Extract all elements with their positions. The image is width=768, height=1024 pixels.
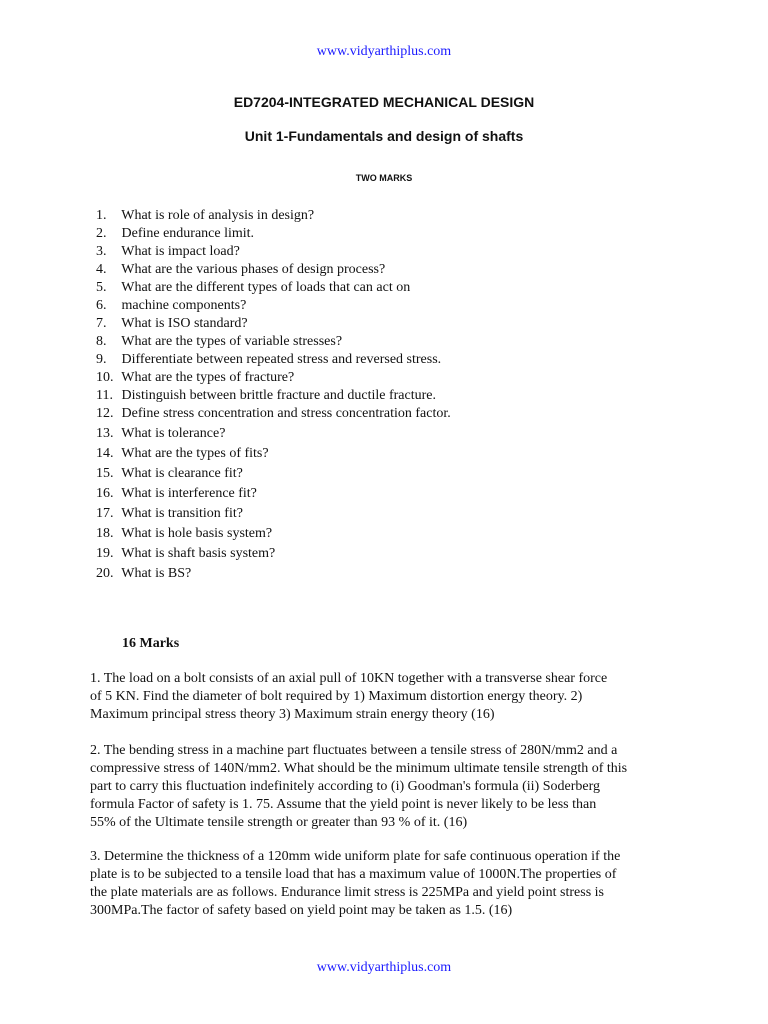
header-link[interactable]: www.vidyarthiplus.com [316, 44, 452, 59]
item-text: What is tolerance? [121, 426, 226, 441]
item-number: 11. [96, 388, 113, 403]
list-item [96, 351, 451, 369]
list-item [96, 387, 451, 405]
question-line: the plate materials are as follows. Endurance limit stress is 225MPa and yield point stress is [90, 885, 605, 900]
question-line: 3. Determine the thickness of a 120mm wide uniform plate for safe continuous operation if the [90, 849, 621, 864]
item-number: 15. [96, 466, 114, 481]
unit-subtitle: Unit 1-Fundamentals and design of shafts [244, 128, 524, 144]
item-text: Define stress concentration and stress concentration factor. [121, 406, 451, 421]
item-number: 13. [96, 426, 114, 441]
list-item [96, 243, 451, 261]
item-text: What is shaft basis system? [121, 546, 276, 561]
item-text: What is interference fit? [121, 486, 257, 501]
list-item [96, 333, 451, 351]
list-item [96, 443, 451, 463]
list-item [96, 405, 451, 423]
question-line: formula Factor of safety is 1. 75. Assume that the yield point is never likely to be less than [90, 797, 597, 812]
question-line: Maximum principal stress theory 3) Maximum strain energy theory (16) [90, 707, 495, 722]
item-number: 9. [96, 352, 107, 367]
item-number: 5. [96, 280, 107, 295]
list-item [96, 503, 451, 523]
list-item [96, 315, 451, 333]
list-item [96, 543, 451, 563]
list-item [96, 225, 451, 243]
item-text: What are the types of variable stresses? [121, 334, 343, 349]
item-number: 16. [96, 486, 114, 501]
question-line: 300MPa.The factor of safety based on yield point may be taken as 1.5. (16) [90, 903, 513, 918]
item-number: 4. [96, 262, 107, 277]
question-line: plate is to be subjected to a tensile load that has a maximum value of 1000N.The properties of [90, 867, 617, 882]
item-text: What is transition fit? [121, 506, 243, 521]
question-line: part to carry this fluctuation indefinitely according to (i) Goodman's formula (ii) Soderberg [90, 779, 601, 794]
footer-link[interactable]: www.vidyarthiplus.com [316, 960, 452, 975]
item-number: 17. [96, 506, 114, 521]
question-line: compressive stress of 140N/mm2. What should be the minimum ultimate tensile strength of this [90, 761, 628, 776]
list-item [96, 297, 451, 315]
item-text: What is BS? [121, 566, 192, 581]
item-number: 18. [96, 526, 114, 541]
list-item [96, 563, 451, 583]
question-line: 2. The bending stress in a machine part fluctuates between a tensile stress of 280N/mm2 and a [90, 743, 618, 758]
item-text: What is hole basis system? [121, 526, 273, 541]
item-text: What are the types of fits? [121, 446, 269, 461]
item-text: Define endurance limit. [121, 226, 255, 241]
item-text: What is ISO standard? [121, 316, 248, 331]
item-text: What are the various phases of design process? [121, 262, 386, 277]
item-text: machine components? [121, 298, 247, 313]
list-item [96, 279, 451, 297]
question-line: 55% of the Ultimate tensile strength or greater than 93 % of it. (16) [90, 815, 468, 830]
question-1 [90, 670, 680, 724]
list-item [96, 463, 451, 483]
question-line: 1. The load on a bolt consists of an axial pull of 10KN together with a transverse shear force [90, 671, 608, 686]
item-number: 12. [96, 406, 114, 421]
question-3 [90, 848, 680, 920]
list-item [96, 261, 451, 279]
question-line: of 5 KN. Find the diameter of bolt required by 1) Maximum distortion energy theory. 2) [90, 689, 583, 704]
item-text: What are the types of fracture? [121, 370, 295, 385]
item-number: 10. [96, 370, 114, 385]
item-number: 8. [96, 334, 107, 349]
item-number: 7. [96, 316, 107, 331]
list-item [96, 207, 451, 225]
item-number: 3. [96, 244, 107, 259]
item-text: Differentiate between repeated stress and reversed stress. [121, 352, 442, 367]
item-text: What is impact load? [121, 244, 240, 259]
item-number: 2. [96, 226, 107, 241]
item-text: What is clearance fit? [121, 466, 243, 481]
list-item [96, 523, 451, 543]
item-number: 20. [96, 566, 114, 581]
list-item [96, 423, 451, 443]
question-2 [90, 742, 680, 832]
item-text: What are the different types of loads that can act on [121, 280, 411, 295]
document-title: ED7204-INTEGRATED MECHANICAL DESIGN [233, 94, 535, 110]
item-number: 14. [96, 446, 114, 461]
item-text: What is role of analysis in design? [121, 208, 315, 223]
item-number: 6. [96, 298, 107, 313]
list-item [96, 483, 451, 503]
two-marks-heading: TWO MARKS [355, 173, 413, 183]
sixteen-marks-heading: 16 Marks [122, 636, 180, 651]
list-item [96, 369, 451, 387]
item-number: 1. [96, 208, 107, 223]
two-marks-list [96, 207, 451, 583]
item-number: 19. [96, 546, 114, 561]
item-text: Distinguish between brittle fracture and ductile fracture. [121, 388, 436, 403]
